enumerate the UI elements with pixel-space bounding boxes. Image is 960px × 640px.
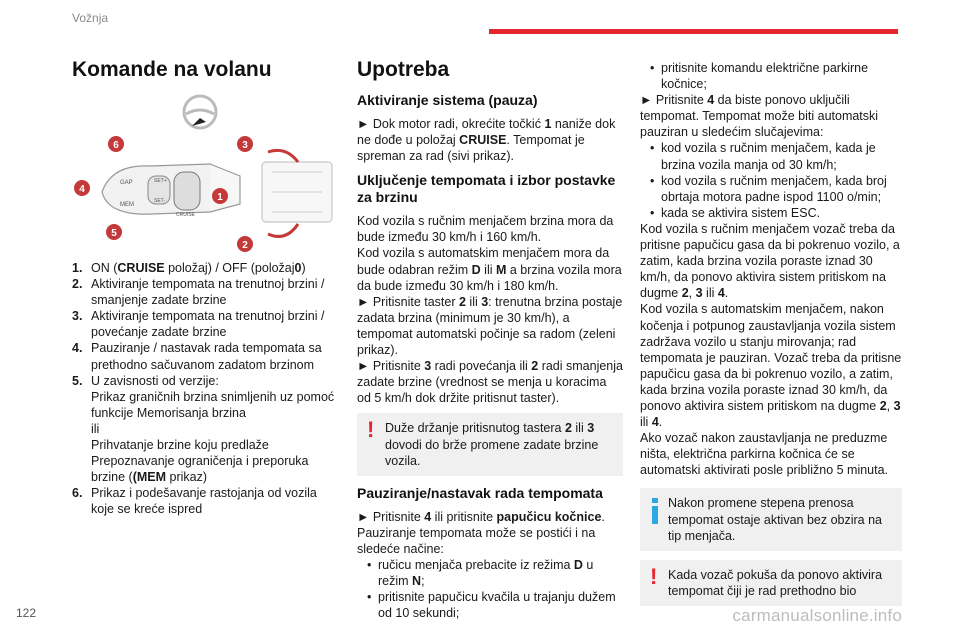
mem-label: MEM [120,202,134,208]
paragraph-press-2-3: ► Pritisnite taster 2 ili 3: trenutna brzina postaje zadata brzina (minimum je 30 km/h), a tempomat automatski počinje sa radom (zeleni prikaz). [357,294,623,358]
watermark: carmanualsonline.info [732,606,902,625]
column-usage [357,58,623,621]
column-controls [72,58,340,518]
paragraph-manual-gearbox: Kod vozila s ručnim menjačem brzina mora da bude između 30 km/h i 160 km/h. [357,214,614,245]
warning-exclamation-icon: ! [367,417,375,443]
legend-item: 4. Pauziranje / nastavak rada tempomata sa prethodno sačuvanom zadatom brzinom [72,341,322,372]
controls-title: Komande na volanu [72,58,272,81]
paragraph-pause: ► Pritisnite 4 ili pritisnite papučicu kočnice. [357,509,605,524]
usage-title: Upotreba [357,58,450,81]
callout-3: 3 [242,140,248,151]
steering-controls-figure [72,92,340,252]
paragraph-activation: ► Dok motor radi, okrećite točkić 1 naniže dok ne dođe u položaj CRUISE. Tempomat je spreman za rad (sivi prikaz). [357,117,616,164]
paragraph-pause-methods: Pauziranje tempomata može se postići i na sledeće načine: [357,525,596,556]
legend-item: 5. U zavisnosti od verzije: Prikaz graničnih brzina snimljenih uz pomoć funkcije Memorisanja brzina ili Prihvatanje brzine koju predlaže Prepoznavanje ograničenja i preporuka brzine ((MEM prikaz) [72,373,335,485]
paragraph-press-4: ► Pritisnite 4 da biste ponovo uključili tempomat. Tempomat može biti automatski pauziran u sledećim slučajevima: [640,93,879,140]
switch-detail-illustration [262,150,332,236]
heading-enable: Uključenje tempomata i izbor postavke za brzinu [357,172,616,206]
pause-methods-list [357,557,623,621]
gap-label: GAP [120,180,133,186]
legend-item: 2. Aktiviranje tempomata na trenutnoj brzini / smanjenje zadate brzine [72,277,325,308]
heading-activation: Aktiviranje sistema (pauza) [357,92,538,108]
header-accent-bar [489,29,898,34]
pause-methods-list-continued [640,60,902,92]
info-icon [652,498,657,524]
legend-item: 1. ON (CRUISE položaj) / OFF (položaj0) [72,261,306,275]
list-item: • pritisnite papučicu kvačila u trajanju dužem od 10 sekundi; [367,589,623,621]
controls-legend [72,260,340,518]
list-item: • kod vozila s ručnim menjačem, kada je brzina vozila manja od 30 km/h; [650,140,902,172]
callout-4: 4 [79,184,85,195]
page-number: 122 [16,606,37,620]
legend-item: 3. Aktiviranje tempomata na trenutnoj brzini / povećanje zadate brzine [72,309,325,340]
callout-2: 2 [242,240,248,251]
list-item: • kada se aktivira sistem ESC. [650,205,902,221]
paragraph-manual-driver: Kod vozila s ručnim menjačem vozač treba da pritisne papučicu gasa da bi pokrenuo vozilo, a zatim, kada brzina vozila poraste iznad 30 km/h, da ponovo aktivira sistem pritiskom na dugme 2, 3 ili 4. [640,221,900,301]
set-plus-label: SET+ [154,178,167,184]
heading-pause: Pauziranje/nastavak rada tempomata [357,484,603,501]
warning-notice-hold: ! Duže držanje pritisnutog tastera 2 ili 3 dovodi do brže promene zadate brzine vozila. [357,413,623,475]
cruise-label: CRUISE [176,212,195,218]
column-usage-continued [640,60,902,615]
list-item: • kod vozila s ručnim menjačem, kada broj obrtaja motora padne ispod 1100 o/min; [650,173,902,205]
list-item: • pritisnite komandu električne parkirne kočnice; [650,60,902,92]
auto-pause-list [640,140,902,220]
legend-item: 6. Prikaz i podešavanje rastojanja od vozila koje se kreće ispred [72,486,317,517]
callout-6: 6 [113,140,119,151]
set-minus-label: SET- [154,198,166,204]
callout-5: 5 [111,228,117,239]
steering-controls-illustration [72,92,340,252]
list-item: • ručicu menjača prebacite iz režima D u režim N; [367,557,623,589]
warning-exclamation-icon: ! [650,563,658,589]
paragraph-parking-brake: Ako vozač nakon zaustavljanja ne preduzme ništa, električna parkirna kočnica će se automatski aktivirati posle približno 5 minuta. [640,431,889,478]
steering-wheel-icon [184,96,216,128]
paragraph-press-3: ► Pritisnite 3 radi povećanja ili 2 radi smanjenja zadate brzine (vrednost se menja u koracima od 5 km/h dok držite pritisnut taster). [357,359,623,406]
header-section-title: Vožnja [72,11,109,25]
paragraph-auto-driver: Kod vozila s automatskim menjačem, nakon kočenja i potpunog zaustavljanja vozila sistem zadržava vozilo u stanju mirovanja; rad tempomata je pauziran. Vozač treba da pritisne papučicu gasa da bi pokrenuo vozilo, a zatim, kada brzina vozila poraste iznad 30 km/h, da ponovo aktivira sistem pritiskom na dugme 2, 3 ili 4. [640,302,902,430]
info-notice-gear-change: Nakon promene stepena prenosa tempomat ostaje aktivan bez obzira na tip menjača. [640,488,902,550]
warning-notice-reactivate: ! Kada vozač pokuša da ponovo aktivira tempomat čiji je rad prethodno bio [640,560,902,606]
paragraph-auto-gearbox: Kod vozila s automatskim menjačem mora da bude odabran režim D ili M a brzina vozila mora da bude između 30 km/h i 180 km/h. [357,246,622,293]
callout-1: 1 [217,192,223,203]
